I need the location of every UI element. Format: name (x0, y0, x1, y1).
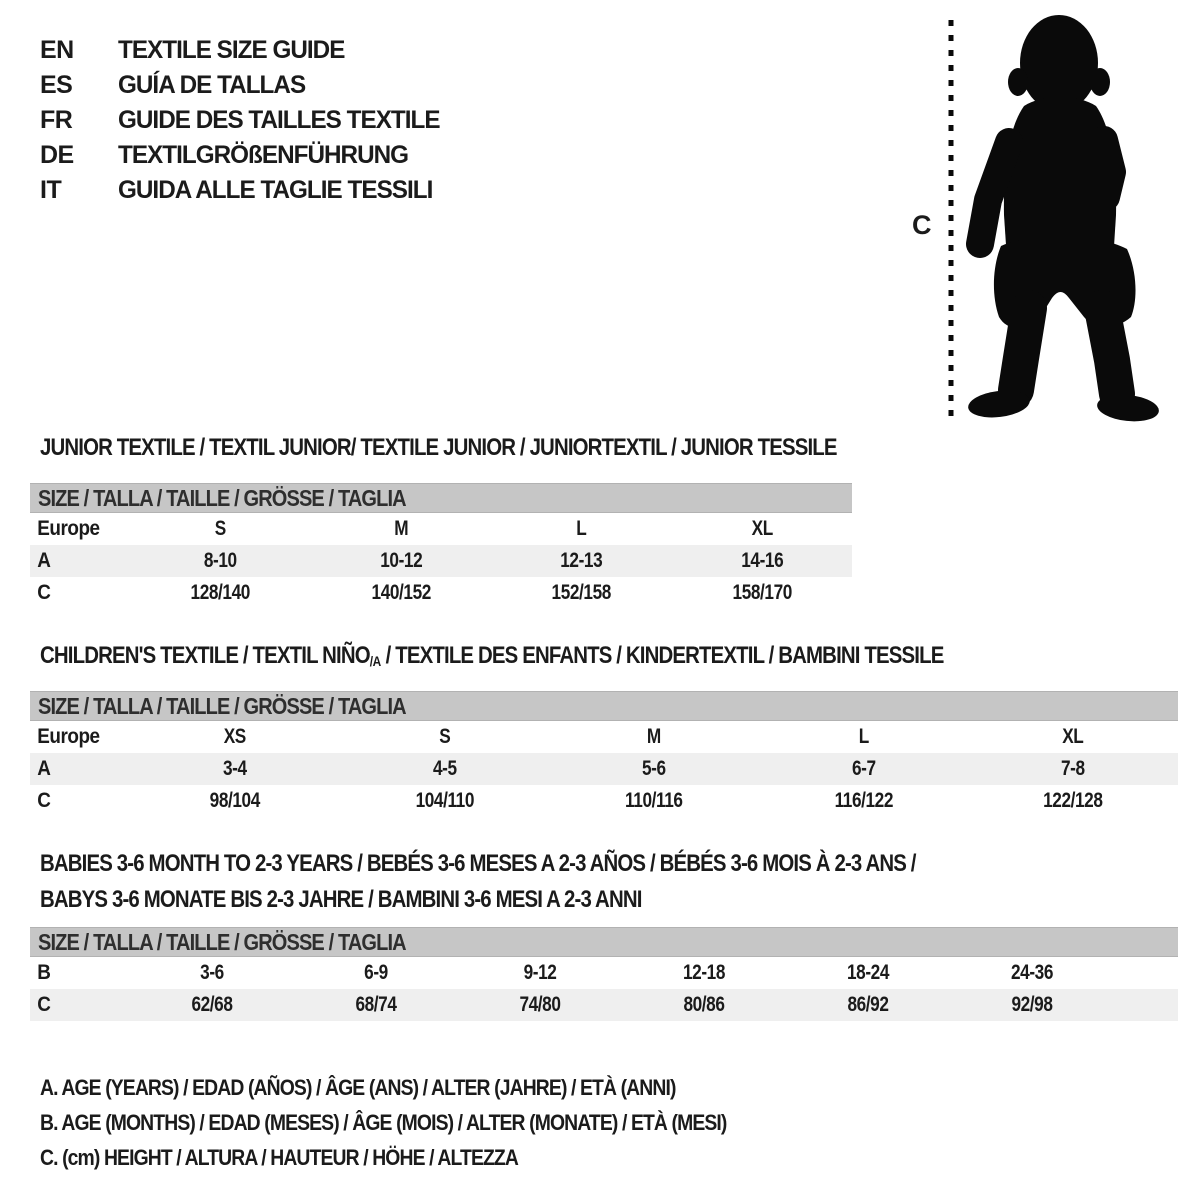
value-cell: 3-6 (200, 961, 224, 984)
height-measure-label: C (912, 210, 932, 240)
legend-line: A. AGE (YEARS) / EDAD (AÑOS) / ÂGE (ANS) / ALTER (JAHRE) / ETÀ (ANNI) (40, 1075, 676, 1100)
value-cell: L (858, 725, 869, 748)
value-cell: S (214, 517, 226, 540)
babies-section-title (40, 846, 916, 918)
value-cell: S (438, 725, 450, 748)
row-label-cell: A (37, 549, 51, 572)
value-cell: 152/158 (551, 581, 611, 604)
row-label-cell: C (37, 993, 51, 1016)
measurement-legend (40, 1070, 726, 1175)
table-row (30, 513, 852, 545)
junior-size-table (30, 483, 852, 609)
row-label-cell: C (37, 789, 51, 812)
value-cell: XS (223, 725, 246, 748)
language-title: TEXTILE SIZE GUIDE (118, 36, 345, 64)
children-table-rows (30, 721, 1178, 817)
value-cell: XL (1062, 725, 1084, 748)
language-code: IT (40, 176, 62, 204)
children-size-table (30, 691, 1178, 817)
value-cell: 24-36 (1011, 961, 1053, 984)
value-cell: 116/122 (834, 789, 893, 812)
language-row (40, 138, 450, 173)
language-title: GUIDE DES TAILLES TEXTILE (118, 106, 440, 134)
language-row (40, 103, 450, 138)
value-cell: 6-9 (364, 961, 388, 984)
value-cell: 104/110 (415, 789, 474, 812)
table-row (30, 989, 1178, 1021)
junior-table-rows (30, 513, 852, 609)
size-table-header-bar (30, 483, 852, 513)
value-cell: 14-16 (740, 549, 783, 572)
size-table-header-bar (30, 927, 1178, 957)
size-table-header-bar (30, 691, 1178, 721)
table-row (30, 577, 852, 609)
value-cell: 86/92 (847, 993, 889, 1016)
row-label-cell: B (37, 961, 51, 984)
babies-title-line1: BABIES 3-6 MONTH TO 2-3 YEARS / BEBÉS 3-6 MESES A 2-3 AÑOS / BÉBÉS 3-6 MOIS À 2-3 ANS / (40, 850, 916, 877)
table-row (30, 721, 1178, 753)
value-cell: 6-7 (851, 757, 876, 780)
language-title: GUIDA ALLE TAGLIE TESSILI (118, 176, 433, 204)
table-row (30, 753, 1178, 785)
babies-size-table (30, 927, 1178, 1021)
junior-section-title: JUNIOR TEXTILE / TEXTIL JUNIOR/ TEXTILE JUNIOR / JUNIORTEXTIL / JUNIOR TESSILE (40, 434, 837, 461)
baby-silhouette-icon (967, 15, 1161, 424)
size-table-header-label: SIZE / TALLA / TAILLE / GRÖSSE / TAGLIA (38, 928, 406, 955)
value-cell: 4-5 (432, 757, 457, 780)
value-cell: 3-4 (222, 757, 247, 780)
row-label-cell: A (37, 757, 51, 780)
language-code: FR (40, 106, 73, 134)
value-cell: 18-24 (847, 961, 889, 984)
value-cell: 80/86 (683, 993, 725, 1016)
language-row (40, 33, 450, 68)
children-title-subscript: /A (369, 653, 381, 669)
value-cell: 68/74 (355, 993, 397, 1016)
value-cell: 5-6 (642, 757, 666, 780)
table-row (30, 957, 1178, 989)
children-title-suffix: / TEXTILE DES ENFANTS / KINDERTEXTIL / BAMBINI TESSILE (380, 642, 944, 669)
value-cell: 12-18 (683, 961, 725, 984)
table-row (30, 545, 852, 577)
legend-line: B. AGE (MONTHS) / EDAD (MESES) / ÂGE (MOIS) / ALTER (MONATE) / ETÀ (MESI) (40, 1110, 727, 1135)
row-label-cell: Europe (37, 725, 100, 748)
value-cell: M (647, 725, 661, 748)
value-cell: M (393, 517, 408, 540)
row-label-cell: C (37, 581, 51, 604)
row-label-cell: Europe (37, 517, 100, 540)
babies-title-line2: BABYS 3-6 MONATE BIS 2-3 JAHRE / BAMBINI 3-6 MESI A 2-3 ANNI (40, 886, 642, 913)
value-cell: 98/104 (209, 789, 260, 812)
baby-silhouette-figure (900, 0, 1200, 440)
babies-table-rows (30, 957, 1178, 1021)
size-table-header-label: SIZE / TALLA / TAILLE / GRÖSSE / TAGLIA (38, 484, 406, 511)
value-cell: 92/98 (1011, 993, 1053, 1016)
language-title-list (40, 33, 450, 208)
value-cell: 10-12 (379, 549, 422, 572)
language-row (40, 173, 450, 208)
language-title: TEXTILGRÖßENFÜHRUNG (118, 141, 409, 169)
language-title: GUÍA DE TALLAS (118, 71, 306, 99)
language-row (40, 68, 450, 103)
value-cell: 62/68 (191, 993, 233, 1016)
value-cell: 7-8 (1061, 757, 1086, 780)
legend-line: C. (cm) HEIGHT / ALTURA / HAUTEUR / HÖHE / ALTEZZA (40, 1145, 518, 1170)
value-cell: 9-12 (523, 961, 557, 984)
value-cell: 74/80 (519, 993, 561, 1016)
language-code: DE (40, 141, 74, 169)
children-section-title (40, 642, 943, 670)
value-cell: 122/128 (1043, 789, 1103, 812)
value-cell: 110/116 (625, 789, 683, 812)
size-table-header-label: SIZE / TALLA / TAILLE / GRÖSSE / TAGLIA (38, 692, 406, 719)
language-code: ES (40, 71, 73, 99)
value-cell: L (576, 517, 587, 540)
value-cell: 128/140 (190, 581, 250, 604)
children-title-prefix: CHILDREN'S TEXTILE / TEXTIL NIÑO (40, 642, 370, 669)
value-cell: 8-10 (203, 549, 237, 572)
value-cell: XL (751, 517, 773, 540)
language-code: EN (40, 36, 74, 64)
table-row (30, 785, 1178, 817)
value-cell: 140/152 (371, 581, 431, 604)
value-cell: 12-13 (560, 549, 603, 572)
value-cell: 158/170 (732, 581, 792, 604)
